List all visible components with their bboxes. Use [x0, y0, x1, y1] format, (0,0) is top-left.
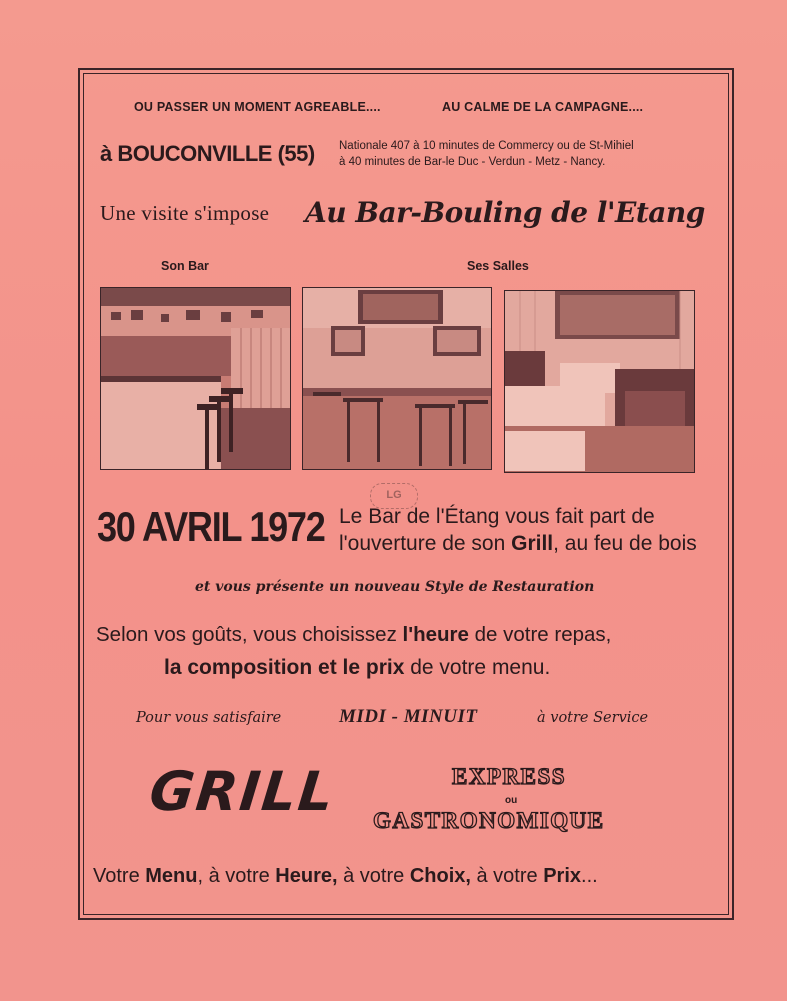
- opening-date: 30 AVRIL 1972: [97, 503, 325, 550]
- photo-salle-1: [302, 287, 492, 470]
- library-stamp: LG: [370, 483, 418, 509]
- visit-lead: Une visite s'impose: [100, 201, 270, 225]
- photo-bar: [100, 287, 291, 470]
- town-name: à BOUCONVILLE (55): [100, 141, 315, 166]
- choose-pre: Selon vos goûts, vous choisissez: [96, 623, 403, 646]
- service-hours: MIDI - MINUIT: [339, 706, 478, 727]
- announcement-line-2-post: , au feu de bois: [553, 532, 697, 555]
- caption-son-bar: Son Bar: [161, 259, 209, 273]
- grill-word: Grill: [511, 532, 554, 555]
- caption-ses-salles: Ses Salles: [467, 259, 529, 273]
- announcement-line-1: Le Bar de l'Étang vous fait part de: [339, 505, 655, 528]
- choose-line: [96, 623, 611, 647]
- express-label: EXPRESS: [452, 764, 567, 789]
- grill-logo: GRILL: [146, 760, 339, 823]
- tagline-right: AU CALME DE LA CAMPAGNE....: [442, 100, 644, 114]
- service-post: à votre Service: [537, 710, 649, 726]
- footer-line: [93, 865, 598, 888]
- choose-post: de votre repas,: [468, 623, 612, 646]
- style-line: et vous présente un nouveau Style de Restauration: [195, 579, 595, 595]
- composition-line: [164, 656, 550, 680]
- announcement-text: [339, 503, 697, 557]
- tagline-left: OU PASSER UN MOMENT AGREABLE....: [134, 100, 381, 114]
- gastronomique-label: GASTRONOMIQUE: [373, 808, 605, 833]
- footer-p5: ...: [581, 865, 598, 887]
- ou-label: ou: [505, 795, 518, 806]
- bar-name-title: Au Bar-Bouling de l'Etang: [305, 196, 705, 229]
- composition-bold: la composition et le prix: [164, 656, 405, 679]
- announcement-line-2-pre: l'ouverture de son: [339, 532, 512, 555]
- service-pre: Pour vous satisfaire: [136, 710, 282, 726]
- footer-p3: à votre: [337, 865, 410, 887]
- directions-line-1: Nationale 407 à 10 minutes de Commercy ou de St-Mihiel: [339, 140, 634, 152]
- footer-p2: , à votre: [197, 865, 276, 887]
- footer-heure: Heure,: [275, 865, 338, 887]
- choose-bold: l'heure: [402, 623, 469, 646]
- photo-salle-2: [504, 290, 695, 473]
- footer-menu: Menu: [145, 865, 198, 887]
- directions-line-2: à 40 minutes de Bar-le Duc - Verdun - Metz - Nancy.: [339, 156, 606, 168]
- footer-choix: Choix,: [409, 865, 471, 887]
- directions: [339, 138, 634, 170]
- announcement-line-2: [339, 530, 697, 557]
- footer-prix: Prix: [543, 865, 582, 887]
- footer-p1: Votre: [93, 865, 146, 887]
- composition-post: de votre menu.: [404, 656, 551, 679]
- footer-p4: à votre: [470, 865, 544, 887]
